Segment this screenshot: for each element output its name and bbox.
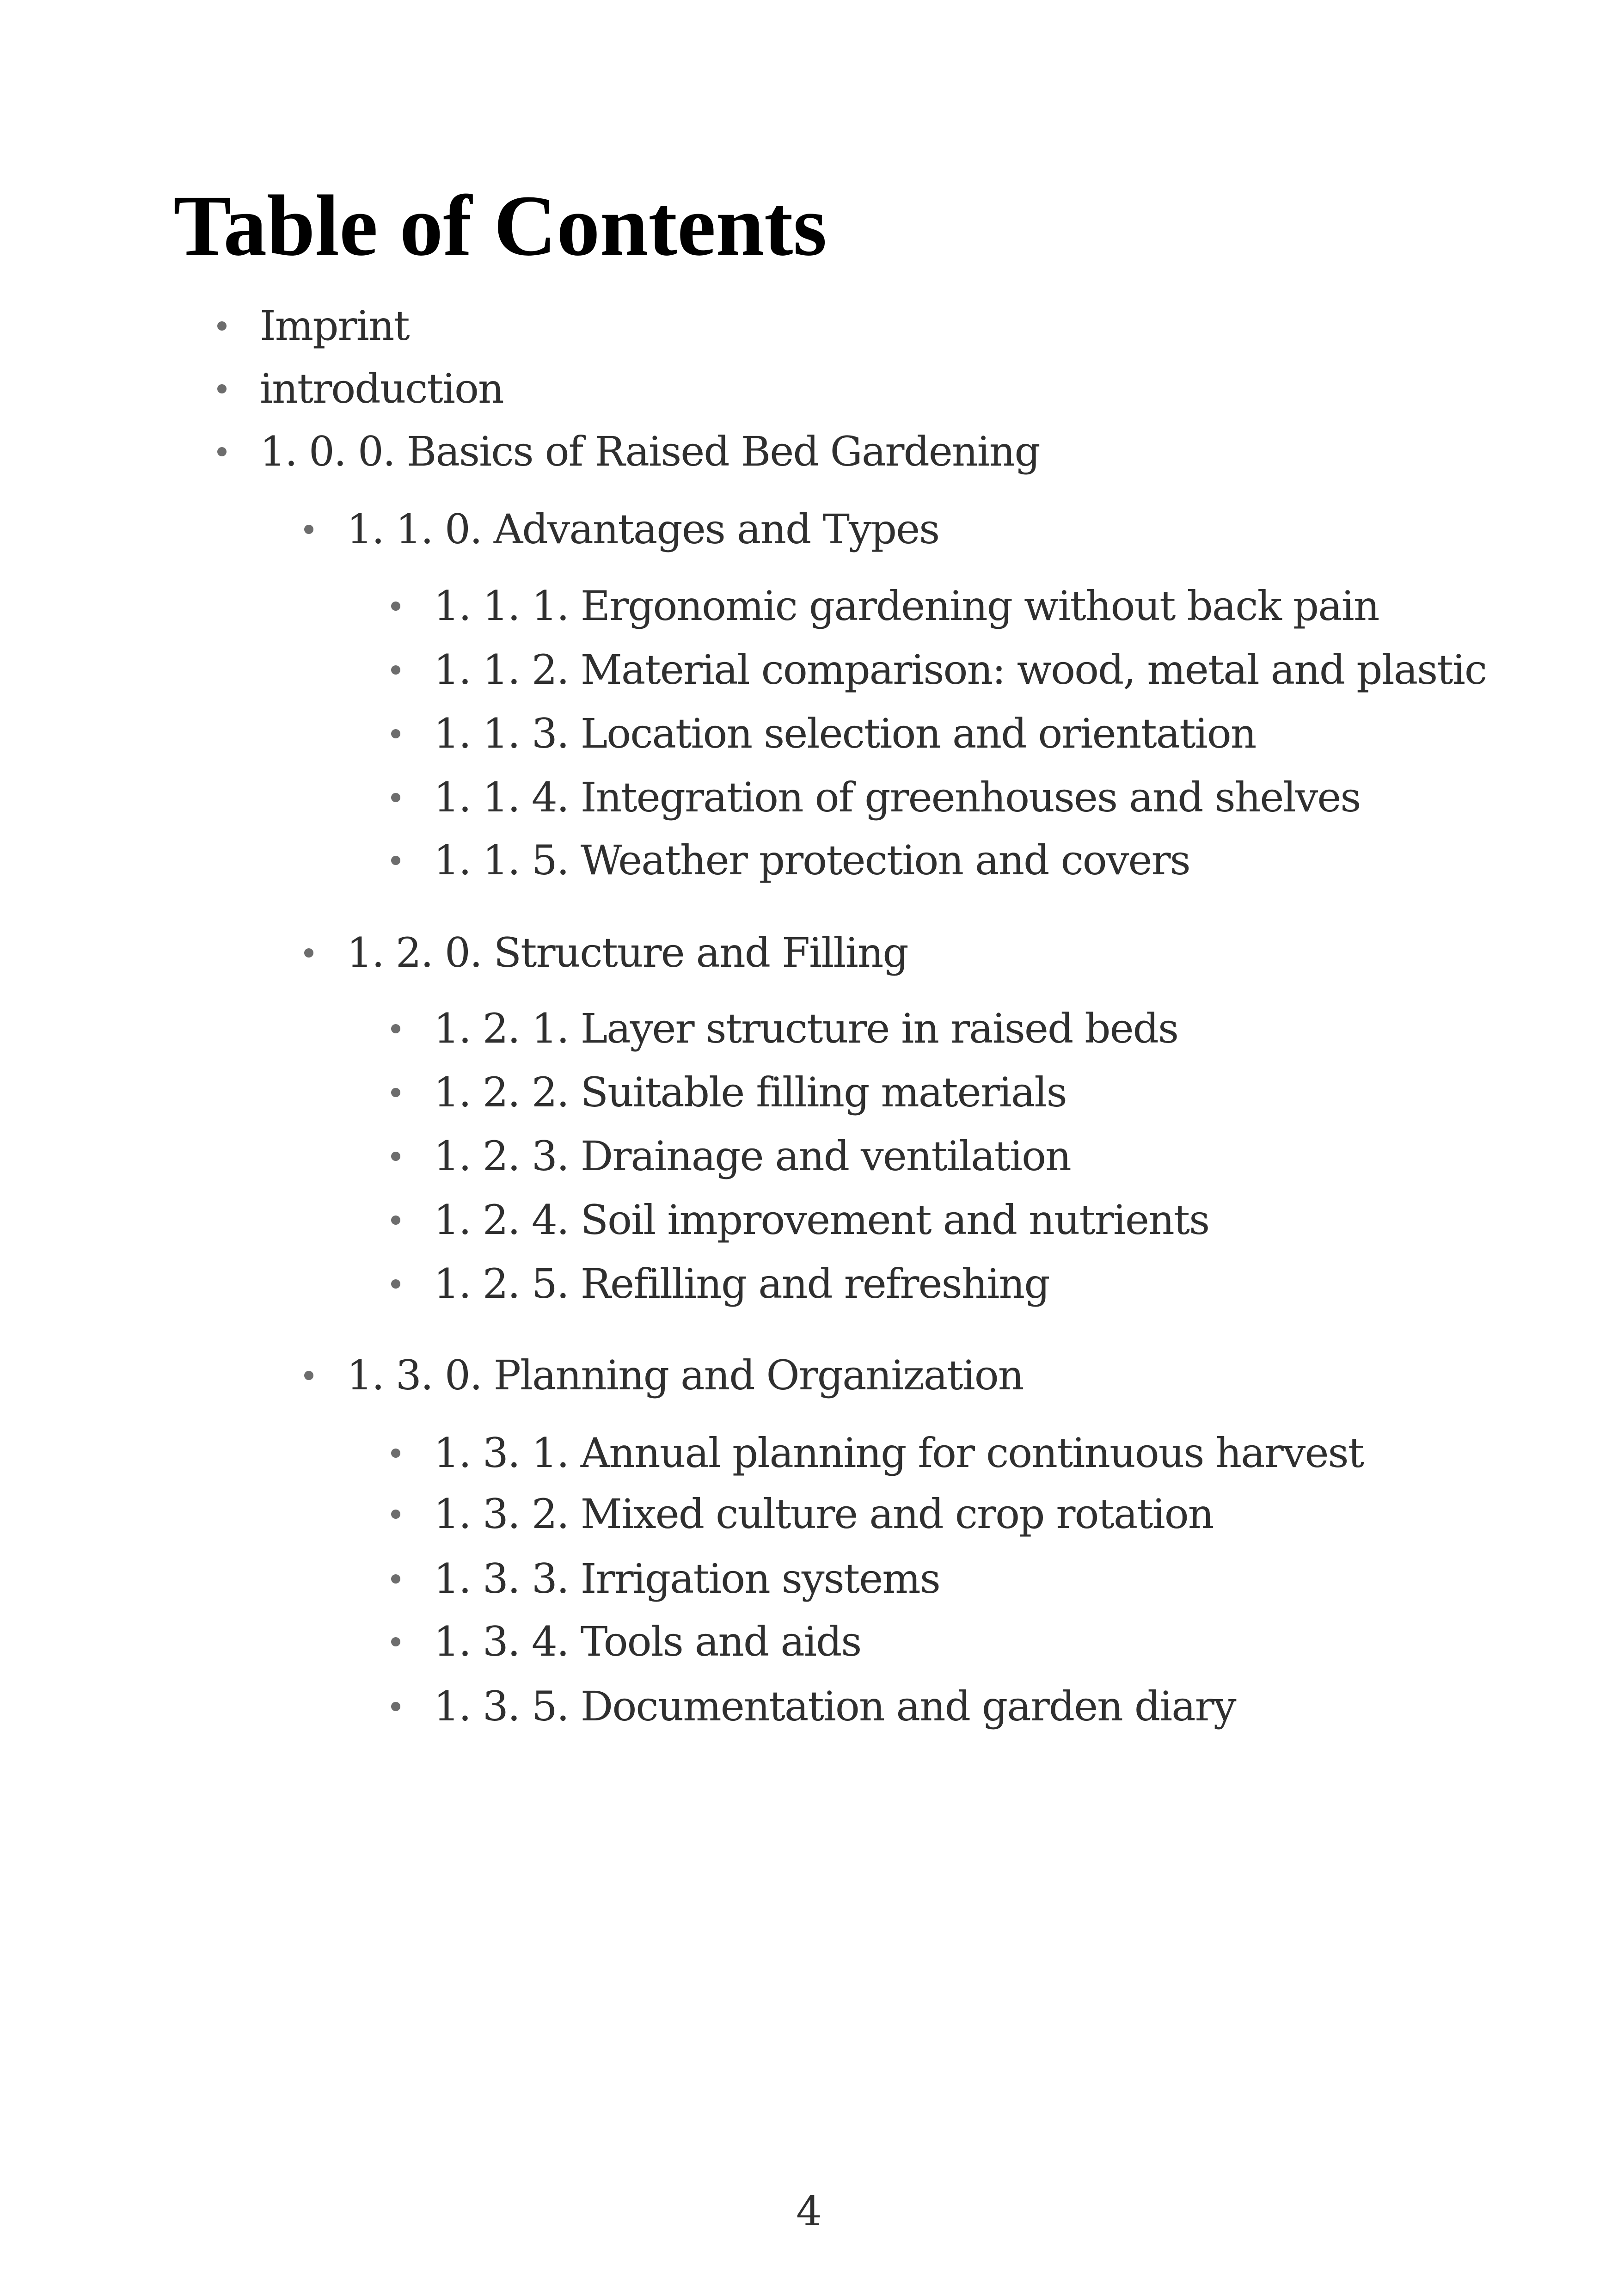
bullet-icon xyxy=(304,1371,313,1380)
bullet-icon xyxy=(217,321,227,331)
toc-item-label: 1. 1. 5. Weather protection and covers xyxy=(434,836,1190,884)
toc-item-label: 1. 2. 0. Structure and Filling xyxy=(347,929,908,976)
bullet-icon xyxy=(391,665,400,675)
toc-item-1-1-2[interactable] xyxy=(391,640,1486,700)
bullet-icon xyxy=(391,1088,400,1097)
bullet-icon xyxy=(304,948,313,958)
toc-item-label: 1. 3. 0. Planning and Organization xyxy=(347,1351,1024,1399)
toc-item-section-1-3[interactable] xyxy=(304,1345,1023,1406)
bullet-icon xyxy=(391,1024,400,1033)
toc-item-introduction[interactable] xyxy=(217,359,503,419)
toc-item-label: 1. 2. 3. Drainage and ventilation xyxy=(434,1132,1071,1180)
toc-item-1-2-3[interactable] xyxy=(391,1126,1071,1186)
toc-item-label: 1. 1. 3. Location selection and orientation xyxy=(434,710,1256,757)
page-title: Table of Contents xyxy=(173,177,827,274)
bullet-icon xyxy=(304,525,313,534)
toc-item-1-1-5[interactable] xyxy=(391,830,1190,890)
bullet-icon xyxy=(391,1152,400,1161)
toc-item-1-2-4[interactable] xyxy=(391,1190,1209,1250)
bullet-icon xyxy=(391,793,400,802)
toc-item-1-3-4[interactable] xyxy=(391,1612,861,1672)
page-number: 4 xyxy=(796,2187,822,2235)
toc-item-label: 1. 2. 2. Suitable filling materials xyxy=(434,1068,1066,1116)
toc-item-imprint[interactable] xyxy=(217,296,409,356)
bullet-icon xyxy=(391,602,400,611)
toc-item-label: 1. 2. 5. Refilling and refreshing xyxy=(434,1260,1049,1308)
toc-item-label: 1. 1. 2. Material comparison: wood, metal and plastic xyxy=(434,646,1487,694)
toc-item-label: Imprint xyxy=(260,302,409,350)
bullet-icon xyxy=(217,384,227,393)
bullet-icon xyxy=(391,1574,400,1584)
bullet-icon xyxy=(391,1702,400,1711)
toc-item-1-3-5[interactable] xyxy=(391,1676,1236,1737)
toc-item-label: 1. 3. 5. Documentation and garden diary xyxy=(434,1682,1236,1730)
bullet-icon xyxy=(391,856,400,865)
toc-item-label: 1. 3. 4. Tools and aids xyxy=(434,1618,861,1665)
toc-item-label: 1. 2. 1. Layer structure in raised beds xyxy=(434,1005,1178,1052)
toc-item-1-2-2[interactable] xyxy=(391,1062,1066,1123)
toc-item-chapter-1[interactable] xyxy=(217,422,1040,482)
toc-item-label: 1. 1. 4. Integration of greenhouses and shelves xyxy=(434,774,1361,821)
bullet-icon xyxy=(391,1510,400,1519)
toc-item-label: 1. 1. 0. Advantages and Types xyxy=(347,505,939,553)
toc-item-label: 1. 3. 1. Annual planning for continuous harvest xyxy=(434,1429,1364,1477)
toc-item-1-2-5[interactable] xyxy=(391,1254,1049,1314)
bullet-icon xyxy=(391,729,400,738)
toc-item-section-1-1[interactable] xyxy=(304,499,939,559)
bullet-icon xyxy=(391,1279,400,1289)
bullet-icon xyxy=(391,1216,400,1225)
toc-item-1-1-1[interactable] xyxy=(391,576,1379,636)
toc-item-1-1-4[interactable] xyxy=(391,767,1361,828)
toc-item-section-1-2[interactable] xyxy=(304,923,908,983)
toc-item-label: introduction xyxy=(260,365,503,412)
bullet-icon xyxy=(391,1449,400,1458)
toc-item-label: 1. 1. 1. Ergonomic gardening without back pain xyxy=(434,582,1379,630)
toc-item-label: 1. 3. 3. Irrigation systems xyxy=(434,1555,940,1602)
toc-item-1-3-3[interactable] xyxy=(391,1549,940,1609)
toc-item-1-1-3[interactable] xyxy=(391,704,1256,764)
bullet-icon xyxy=(217,447,227,456)
toc-item-1-3-1[interactable] xyxy=(391,1423,1363,1483)
toc-item-1-2-1[interactable] xyxy=(391,999,1178,1059)
toc-item-label: 1. 0. 0. Basics of Raised Bed Gardening xyxy=(260,428,1040,475)
toc-item-label: 1. 2. 4. Soil improvement and nutrients xyxy=(434,1196,1209,1244)
toc-item-label: 1. 3. 2. Mixed culture and crop rotation xyxy=(434,1490,1214,1538)
bullet-icon xyxy=(391,1637,400,1646)
toc-item-1-3-2[interactable] xyxy=(391,1484,1213,1544)
